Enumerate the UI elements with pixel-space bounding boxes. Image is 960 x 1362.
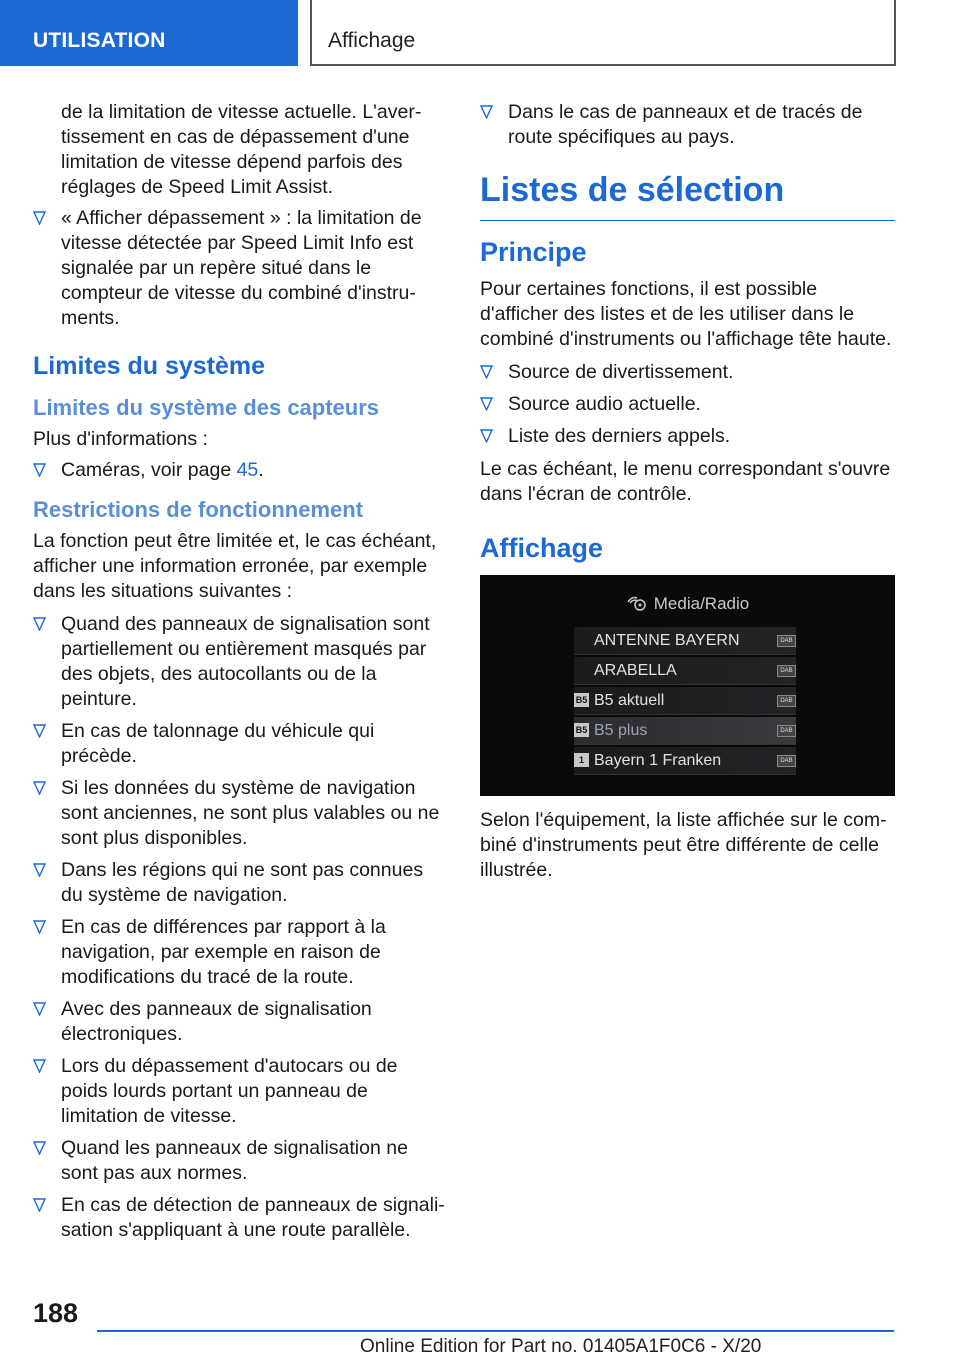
list-item	[33, 858, 448, 908]
triangle-bullet-icon	[33, 211, 46, 225]
camera-ref-text: Caméras, voir page	[61, 459, 237, 481]
station-row[interactable]	[574, 687, 796, 715]
left-column	[33, 100, 448, 1251]
image-caption: Selon l'équipement, la liste affichée sur le combiné d'instruments peut être différente de celle illustrée.	[480, 809, 887, 881]
page-header	[0, 0, 960, 66]
triangle-bullet-icon	[33, 724, 46, 738]
list-item-text: Source audio actuelle.	[508, 393, 701, 415]
station-row[interactable]	[574, 627, 796, 655]
triangle-bullet-icon	[33, 463, 46, 477]
edition-text: Online Edition for Part no. 01405A1F0C6 - X/20	[360, 1336, 762, 1357]
dab-badge: DAB	[777, 695, 796, 707]
heading-principle: Principe	[480, 237, 587, 267]
list-item	[480, 100, 895, 150]
station-row[interactable]	[574, 747, 796, 775]
triangle-bullet-icon	[480, 429, 493, 443]
list-item	[33, 206, 448, 331]
camera-ref-end: .	[258, 459, 264, 481]
chapter-tab: Affichage	[310, 0, 896, 66]
list-item	[33, 1136, 448, 1186]
more-info-text: Plus d'informations :	[33, 428, 208, 450]
restrictions-list	[33, 612, 448, 1243]
triangle-bullet-icon	[33, 1002, 46, 1016]
radio-icon	[626, 594, 648, 612]
list-item-text: En cas de talonnage du véhicule qui précède.	[61, 720, 375, 767]
list-item-text: En cas de différences par rapport à la navigation, par exemple en raison de modifications du tracé de la route.	[61, 916, 386, 988]
station-name: Bayern 1 Franken	[594, 752, 722, 769]
list-item-text: « Afficher dépassement » : la limitation de vitesse détectée par Speed Limit Info est signalée par un repère situé dans le compteur de vitesse du combiné d'instruments.	[61, 207, 422, 329]
intro-continuation: de la limitation de vitesse actuelle. L'avertissement en cas de dépassement d'une limitation de vitesse dépend parfois des réglages de Speed Limit Assist.	[61, 101, 422, 198]
page-link[interactable]: 45	[236, 459, 259, 481]
principle-text: Pour certaines fonctions, il est possible d'afficher des listes et de les utiliser dans le combiné d'instruments ou l'affichage tête haute.	[480, 278, 892, 350]
station-name: B5 plus	[594, 722, 648, 739]
heading-selection-lists: Listes de sélection	[480, 170, 895, 221]
screen-title-text: Media/Radio	[653, 594, 750, 613]
list-item	[480, 360, 895, 385]
list-item	[33, 776, 448, 851]
triangle-bullet-icon	[33, 1059, 46, 1073]
list-item-text: Liste des derniers appels.	[508, 425, 731, 447]
country-list	[480, 100, 895, 150]
station-row[interactable]	[574, 657, 796, 685]
heading-restrictions: Restrictions de fonctionnement	[33, 497, 364, 522]
station-list	[574, 627, 796, 777]
list-item	[33, 997, 448, 1047]
list-item-text: Dans les régions qui ne sont pas connues du système de navigation.	[61, 859, 424, 906]
triangle-bullet-icon	[33, 781, 46, 795]
triangle-bullet-icon	[480, 397, 493, 411]
principle-end-text: Le cas échéant, le menu correspondant s'ouvre dans l'écran de contrôle.	[480, 458, 891, 505]
station-name: ARABELLA	[594, 662, 677, 679]
station-name: B5 aktuell	[594, 692, 665, 709]
dab-badge: DAB	[777, 755, 796, 767]
list-item	[33, 458, 448, 483]
list-item-text: Quand les panneaux de signalisation ne sont pas aux normes.	[61, 1137, 408, 1184]
list-item-text: Avec des panneaux de signalisation électroniques.	[61, 998, 372, 1045]
list-item-text: Dans le cas de panneaux et de tracés de route spécifiques au pays.	[508, 101, 863, 148]
heading-display: Affichage	[480, 533, 604, 563]
list-item-text: Quand des panneaux de signalisation sont partiellement ou entièrement masqués par des objets, des autocollants ou de la peinture.	[61, 613, 430, 710]
station-logo-icon: B5	[575, 695, 588, 705]
footer-divider	[97, 1330, 894, 1332]
triangle-bullet-icon	[33, 1141, 46, 1155]
triangle-bullet-icon	[480, 365, 493, 379]
station-logo-icon: B5	[575, 725, 588, 735]
list-item	[33, 719, 448, 769]
triangle-bullet-icon	[33, 863, 46, 877]
page-number: 188	[33, 1298, 79, 1328]
dab-badge: DAB	[777, 635, 796, 647]
restrictions-intro: La fonction peut être limitée et, le cas échéant, afficher une information erronée, par exemple dans les situations suivantes :	[33, 530, 437, 602]
triangle-bullet-icon	[33, 1198, 46, 1212]
screen-title	[480, 591, 895, 616]
dab-badge: DAB	[777, 725, 796, 737]
list-item	[33, 915, 448, 990]
list-item-text: Source de divertissement.	[508, 361, 734, 383]
dab-badge: DAB	[777, 665, 796, 677]
intro-list	[33, 206, 448, 331]
station-name: ANTENNE BAYERN	[594, 632, 740, 649]
triangle-bullet-icon	[33, 920, 46, 934]
heading-sensor-limits: Limites du système des capteurs	[33, 395, 380, 420]
triangle-bullet-icon	[480, 105, 493, 119]
list-item	[33, 1054, 448, 1129]
station-row-selected[interactable]	[574, 717, 796, 745]
heading-system-limits: Limites du système	[33, 352, 266, 380]
list-item-text: Lors du dépassement d'autocars ou de poids lourds portant un panneau de limitation de vitesse.	[61, 1055, 398, 1127]
list-item-text: Si les données du système de navigation sont anciennes, ne sont plus valables ou ne sont plus disponibles.	[61, 777, 440, 849]
list-item-text: En cas de détection de panneaux de signalisation s'appliquant à une route parallèle.	[61, 1194, 445, 1241]
media-radio-screen	[480, 575, 895, 796]
right-column	[480, 100, 895, 893]
list-item	[33, 612, 448, 712]
list-item	[33, 1193, 448, 1243]
triangle-bullet-icon	[33, 617, 46, 631]
sensor-list	[33, 458, 448, 483]
section-tab: UTILISATION	[0, 0, 298, 66]
list-item	[480, 392, 895, 417]
station-logo-icon: 1	[574, 753, 589, 767]
principle-list	[480, 360, 895, 449]
list-item	[480, 424, 895, 449]
